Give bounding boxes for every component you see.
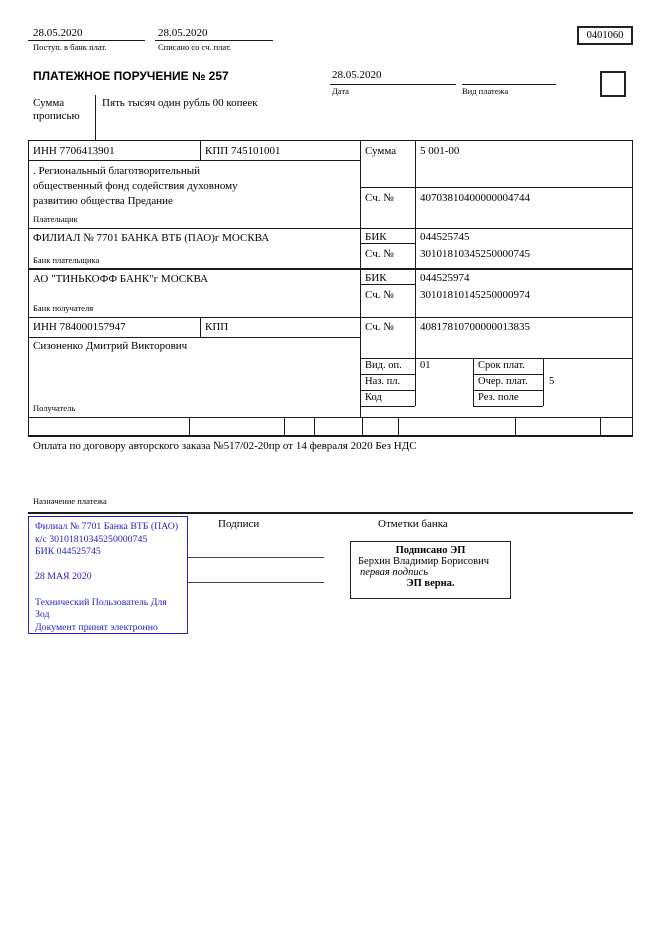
payer-label: Плательщик bbox=[33, 214, 78, 224]
payee-bank-account: 30101810145250000974 bbox=[420, 289, 530, 301]
table-border bbox=[28, 417, 633, 418]
table-border bbox=[314, 417, 315, 435]
stamp-line: к/с 30101810345250000745 bbox=[35, 533, 148, 545]
stamp-line: 28 МАЯ 2020 bbox=[35, 571, 92, 583]
table-border bbox=[360, 390, 415, 391]
esign-name: Берхин Владимир Борисович bbox=[358, 556, 489, 567]
payment-purpose-code-label: Наз. пл. bbox=[365, 376, 401, 387]
payee-kpp-label: КПП bbox=[205, 321, 229, 333]
debited-from-account-date: 28.05.2020 bbox=[158, 27, 208, 39]
amount-value: 5 001-00 bbox=[420, 145, 460, 157]
payee-bank-bik: 044525974 bbox=[420, 272, 470, 284]
status-box bbox=[600, 71, 626, 97]
line bbox=[155, 40, 273, 41]
table-border bbox=[473, 374, 543, 375]
line bbox=[28, 512, 633, 514]
stamp-line: БИК 044525745 bbox=[35, 546, 101, 558]
payee-account: 40817810700000013835 bbox=[420, 321, 530, 333]
payment-type-label: Вид платежа bbox=[462, 86, 509, 96]
stamp-line bbox=[35, 584, 187, 597]
amount-words-label-2: прописью bbox=[33, 110, 80, 122]
table-border bbox=[473, 406, 543, 407]
stamp-line: Технический Пользователь Для bbox=[35, 596, 167, 608]
table-border bbox=[284, 417, 285, 435]
payer-name-line3: развитию общества Предание bbox=[33, 195, 173, 207]
payment-purpose-label: Назначение платежа bbox=[33, 496, 107, 506]
payer-inn: ИНН 7706413901 bbox=[33, 145, 115, 157]
table-border bbox=[360, 187, 632, 188]
line bbox=[330, 84, 456, 85]
bank-marks-header: Отметки банка bbox=[378, 518, 448, 530]
bank-stamp bbox=[28, 516, 188, 634]
payer-bank-bik-label: БИК bbox=[365, 231, 387, 243]
table-border bbox=[28, 140, 29, 436]
payer-account-label: Сч. № bbox=[365, 192, 394, 204]
amount-words-label-1: Сумма bbox=[33, 97, 65, 109]
esignature-stamp bbox=[350, 541, 511, 599]
payee-label: Получатель bbox=[33, 403, 76, 413]
amount-label: Сумма bbox=[365, 145, 397, 157]
operation-type-label: Вид. оп. bbox=[365, 360, 402, 371]
table-border bbox=[543, 358, 544, 406]
payee-account-label: Сч. № bbox=[365, 321, 394, 333]
payment-priority-label: Очер. плат. bbox=[478, 376, 528, 387]
received-in-bank-date: 28.05.2020 bbox=[33, 27, 83, 39]
table-border bbox=[28, 268, 633, 270]
line bbox=[462, 84, 556, 85]
esign-title: Подписано ЭП bbox=[395, 545, 466, 556]
payer-bank-name: ФИЛИАЛ № 7701 БАНКА ВТБ (ПАО)г МОСКВА bbox=[33, 232, 270, 244]
table-border bbox=[200, 317, 201, 337]
payer-name-line1: . Региональный благотворительный bbox=[33, 165, 200, 177]
table-border bbox=[600, 417, 601, 435]
payer-bank-account: 30101810345250000745 bbox=[420, 248, 530, 260]
table-border bbox=[28, 337, 360, 338]
code-label: Код bbox=[365, 392, 382, 403]
stamp-line bbox=[35, 559, 187, 572]
payee-name: Сизоненко Дмитрий Викторович bbox=[33, 340, 188, 352]
amount-in-words: Пять тысяч один рубль 00 копеек bbox=[102, 97, 258, 109]
debited-from-account-label: Списано со сч. плат. bbox=[158, 42, 232, 52]
line bbox=[95, 95, 96, 140]
payer-bank-account-label: Сч. № bbox=[365, 248, 394, 260]
signature-line bbox=[187, 557, 324, 558]
esign-subtitle: первая подпись bbox=[360, 567, 429, 578]
payee-inn: ИНН 784000157947 bbox=[33, 321, 126, 333]
reserve-field-label: Рез. поле bbox=[478, 392, 519, 403]
payment-purpose-text: Оплата по договору авторского заказа №517/02-20пр от 14 февраля 2020 Без НДС bbox=[33, 440, 417, 452]
table-border bbox=[415, 140, 416, 406]
operation-type-value: 01 bbox=[420, 360, 431, 371]
payee-bank-label: Банк получателя bbox=[33, 303, 94, 313]
payment-priority-value: 5 bbox=[549, 376, 555, 387]
table-border bbox=[515, 417, 516, 435]
stamp-line: Филиал № 7701 Банка ВТБ (ПАО) bbox=[35, 521, 179, 532]
stamp-line: Документ принят электронно bbox=[35, 621, 158, 633]
table-border bbox=[28, 317, 633, 318]
date-label: Дата bbox=[332, 86, 349, 96]
document-date: 28.05.2020 bbox=[332, 69, 382, 81]
document-title: ПЛАТЕЖНОЕ ПОРУЧЕНИЕ № 257 bbox=[33, 69, 229, 83]
payee-bank-bik-label: БИК bbox=[365, 272, 387, 284]
payee-bank-account-label: Сч. № bbox=[365, 289, 394, 301]
table-border bbox=[200, 140, 201, 160]
signature-line bbox=[187, 582, 324, 583]
table-border bbox=[28, 160, 360, 161]
payer-kpp: КПП 745101001 bbox=[205, 145, 281, 157]
payee-bank-name: АО "ТИНЬКОФФ БАНК"г МОСКВА bbox=[33, 273, 209, 285]
table-border bbox=[189, 417, 190, 435]
table-border bbox=[362, 417, 363, 435]
table-border bbox=[473, 390, 543, 391]
payer-account: 40703810400000004744 bbox=[420, 192, 530, 204]
form-code-box bbox=[577, 26, 633, 45]
payer-name-line2: общественный фонд содействия духовному bbox=[33, 180, 238, 192]
signatures-header: Подписи bbox=[218, 518, 260, 530]
form-code: 0401060 bbox=[586, 30, 624, 41]
table-border bbox=[28, 140, 633, 141]
table-border bbox=[28, 228, 633, 229]
table-border bbox=[360, 140, 361, 417]
table-border bbox=[473, 358, 474, 406]
payer-bank-bik: 044525745 bbox=[420, 231, 470, 243]
payer-bank-label: Банк плательщика bbox=[33, 255, 100, 265]
stamp-line: Зод bbox=[35, 609, 50, 621]
table-border bbox=[360, 358, 632, 359]
table-border bbox=[28, 435, 633, 437]
line bbox=[28, 40, 145, 41]
esign-verified: ЭП верна. bbox=[406, 578, 455, 589]
received-in-bank-label: Поступ. в банк плат. bbox=[33, 42, 107, 52]
payment-term-label: Срок плат. bbox=[478, 360, 525, 371]
table-border bbox=[632, 140, 633, 436]
table-border bbox=[360, 374, 415, 375]
table-border bbox=[398, 417, 399, 435]
table-border bbox=[360, 406, 415, 407]
